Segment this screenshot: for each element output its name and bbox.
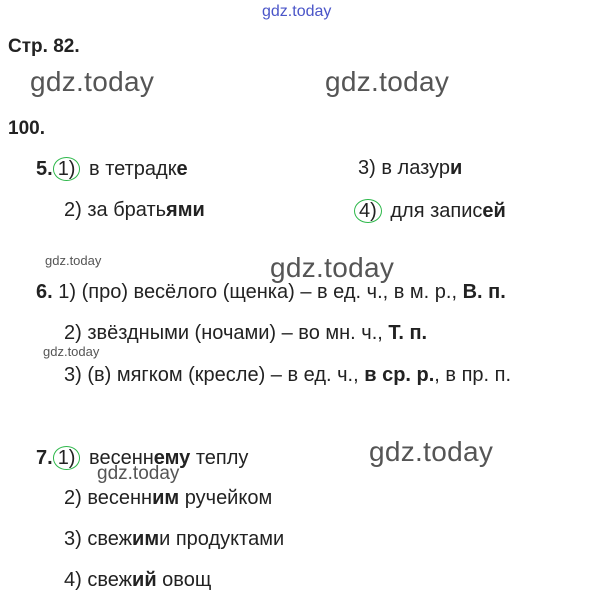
item-text: свеж xyxy=(81,528,133,550)
item-number: 4) xyxy=(64,569,82,591)
task6-line2 xyxy=(64,322,427,345)
watermark: gdz.today xyxy=(325,66,450,97)
item-text: теплу xyxy=(190,447,249,469)
answer-circle: 4) xyxy=(354,199,382,223)
item-text: весенн xyxy=(81,487,153,509)
item-text: в лазур xyxy=(375,157,450,179)
task5-item1 xyxy=(36,157,188,181)
item-ending: ей xyxy=(482,200,506,222)
task7-item1 xyxy=(36,446,248,470)
item-text: овощ xyxy=(156,569,212,591)
item-number: 3) xyxy=(358,157,376,179)
line-bold: В. п. xyxy=(462,281,506,303)
item-text: в тетрадк xyxy=(83,158,177,180)
task6-line1 xyxy=(36,281,506,304)
line-bold: в ср. р. xyxy=(364,364,435,386)
answer-circle: 1) xyxy=(53,157,81,181)
line-text: 2) звёздными (ночами) – во мн. ч., xyxy=(64,322,389,344)
item-text: весенн xyxy=(83,447,154,469)
page-label: Стр. 82. xyxy=(8,36,80,57)
item-text: свеж xyxy=(81,569,133,591)
item-number: 2) xyxy=(64,487,82,509)
item-ending: им xyxy=(152,487,180,509)
task5-number: 5. xyxy=(36,158,53,180)
task7-item3 xyxy=(64,528,284,551)
watermark-top: gdz.today xyxy=(262,3,332,20)
line-text: , в пр. п. xyxy=(434,364,512,386)
task6-line3 xyxy=(64,364,511,387)
item-ending: ями xyxy=(166,199,205,221)
task7-item2 xyxy=(64,487,272,510)
item-text: ручейком xyxy=(179,487,273,509)
line-bold: Т. п. xyxy=(388,322,428,344)
item-text: для запис xyxy=(384,200,483,222)
item-ending: ий xyxy=(132,569,157,591)
watermark: gdz.today xyxy=(30,66,155,97)
item-number: 2) xyxy=(64,199,82,221)
item-ending: и xyxy=(449,157,463,179)
task7-item4 xyxy=(64,569,211,592)
item-number: 3) xyxy=(64,528,82,550)
item-ending: ему xyxy=(153,447,191,469)
item-ending: е xyxy=(176,158,188,180)
task5-item4 xyxy=(354,199,506,223)
item-text: и продуктами xyxy=(159,528,285,550)
line-text: 3) (в) мягком (кресле) – в ед. ч., xyxy=(64,364,365,386)
item-ending: им xyxy=(132,528,160,550)
task6-number: 6. xyxy=(36,281,53,303)
task7-number: 7. xyxy=(36,447,53,469)
item-text: за брать xyxy=(81,199,167,221)
answer-circle: 1) xyxy=(53,446,81,470)
watermark: gdz.today xyxy=(270,252,395,283)
exercise-number: 100. xyxy=(8,118,45,139)
task5-item2 xyxy=(64,199,205,222)
watermark: gdz.today xyxy=(369,436,494,467)
task5-item3 xyxy=(358,157,462,180)
line-text: 1) (про) весёлого (щенка) – в ед. ч., в м. р., xyxy=(52,281,463,303)
watermark: gdz.today xyxy=(43,344,100,359)
watermark: gdz.today xyxy=(97,463,180,484)
watermark: gdz.today xyxy=(45,253,102,268)
